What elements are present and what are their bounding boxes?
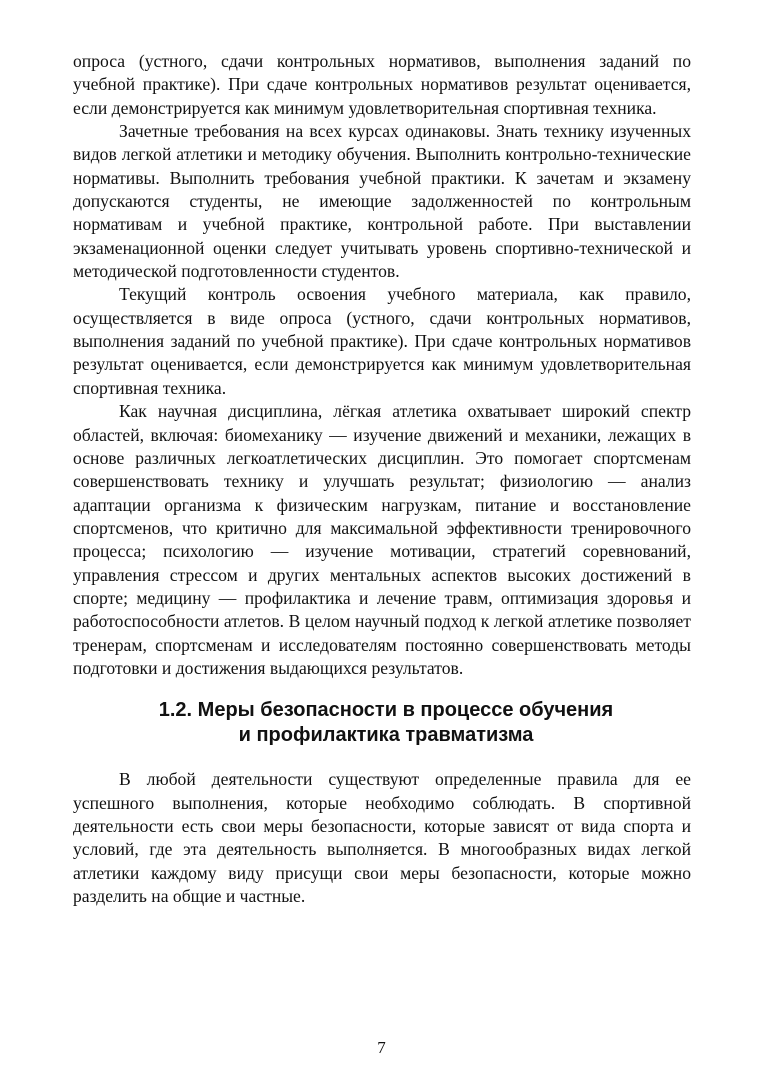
paragraph-continued: опроса (устного, сдачи контрольных нормативов, выполнения заданий по учебной практике). При сдаче контрольных нормативов результат оценивается, если демонстрируется как минимум удовлетворительная спортивная техника.	[73, 51, 691, 118]
section-heading-line-1: 1.2. Меры безопасности в процессе обучения	[158, 699, 614, 722]
paragraph-scientific-discipline: Как научная дисциплина, лёгкая атлетика охватывает широкий спектр областей, включая: биомеханику — изучение движений и механики, лежащих в основе различных легкоатлетических дисциплин. Это помогает спортсменам совершенствовать технику и улучшать результат; физиологию — анализ адаптации организма к физическим нагрузкам, питание и восстановление спортсменов, что критично для максимальной эффективности тренировочного процесса; психологию — изучение мотивации, стратегий соревнований, управления стрессом и других ментальных аспектов высоких достижений в спорте; медицину — профилактика и лечение травм, оптимизация здоровья и работоспособности атлетов. В целом научный подход к легкой атлетике позволяет тренерам, спортсменам и исследователям постоянно совершенствовать методы подготовки и достижения выдающихся результатов.	[73, 401, 691, 678]
paragraph-exam-requirements: Зачетные требования на всех курсах одинаковы. Знать технику изученных видов легкой атлетики и методику обучения. Выполнить контрольно-технические нормативы. Выполнить требования учебной практики. К зачетам и экзамену допускаются студенты, не имеющие задолженностей по контрольным нормативам и учебной практике, контрольной работе. При выставлении экзаменационной оценки следует учитывать уровень спортивно-технической и методической подготовленности студентов.	[73, 121, 691, 282]
page-number: 7	[377, 1038, 386, 1057]
section-heading-line-2: и профилактика травматизма	[238, 724, 534, 747]
paragraph-current-control: Текущий контроль освоения учебного материала, как правило, осуществляется в виде опроса (устного, сдачи контрольных нормативов, выполнения заданий по учебной практике). При сдаче контрольных нормативов результат оценивается, если демонстрируется как минимум удовлетворительная спортивная техника.	[73, 284, 691, 398]
section-heading	[73, 698, 691, 748]
page-body	[73, 50, 691, 908]
paragraph-safety-measures: В любой деятельности существуют определенные правила для ее успешного выполнения, которые необходимо соблюдать. В спортивной деятельности есть свои меры безопасности, которые зависят от вида спорта и условий, где эта деятельность выполняется. В многообразных видах легкой атлетики каждому виду присущи свои меры безопасности, которые можно разделить на общие и частные.	[73, 769, 691, 906]
